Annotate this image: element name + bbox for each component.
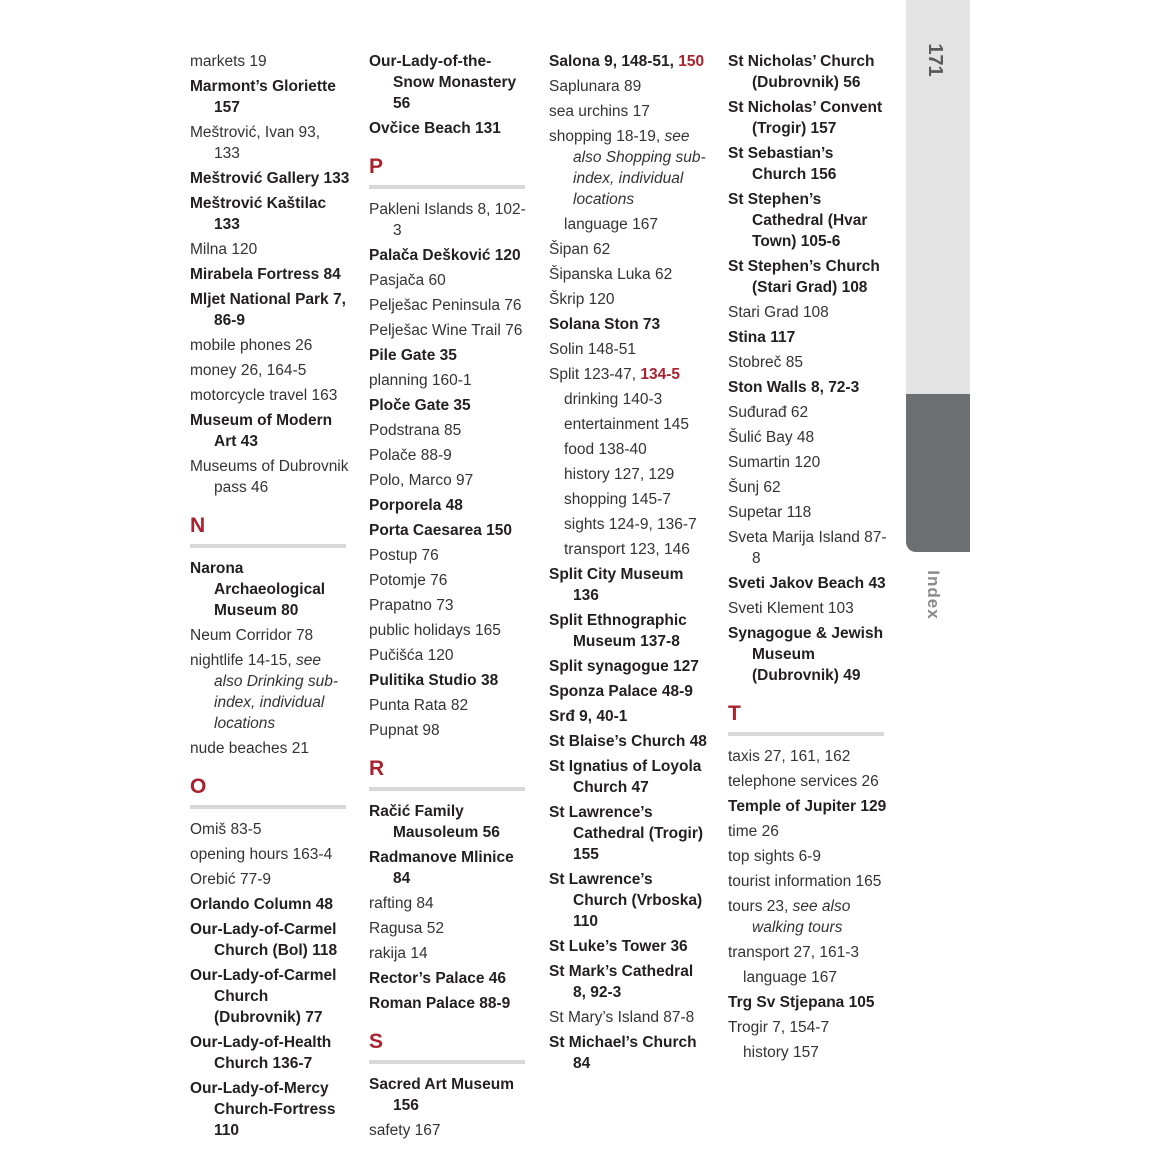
index-entry [369, 51, 529, 114]
index-entry [549, 76, 709, 97]
entry-text: Neum Corridor 78 [190, 627, 314, 644]
entry-text: Sumartin 120 [728, 454, 821, 471]
index-entry [369, 545, 529, 566]
entry-text: language 167 [564, 216, 658, 233]
index-letter-heading: P [369, 155, 525, 189]
index-entry [728, 896, 888, 938]
index-subentry [549, 489, 709, 510]
index-entry [728, 143, 888, 185]
index-entry [728, 452, 888, 473]
entry-text: Pelješac Peninsula 76 [369, 297, 522, 314]
entry-text: Ploče Gate 35 [369, 397, 471, 414]
entry-text: taxis 27, 161, 162 [728, 748, 851, 765]
index-entry [728, 527, 888, 569]
entry-text: Porporela 48 [369, 497, 463, 514]
entry-text: Stina 117 [728, 329, 796, 346]
index-entry [549, 681, 709, 702]
entry-text: rakija 14 [369, 945, 428, 962]
entry-text: Our-Lady-of-Carmel Church (Bol) 118 [190, 921, 338, 959]
index-entry [190, 289, 350, 331]
cross-reference: see also walking tours [752, 898, 851, 936]
cross-reference: see also Drinking sub-index, individual locations [214, 652, 339, 732]
index-entry [728, 327, 888, 348]
index-entry [190, 738, 350, 759]
entry-text: drinking 140-3 [564, 391, 663, 408]
index-entry [728, 97, 888, 139]
entry-text: Sveti Jakov Beach 43 [728, 575, 886, 592]
entry-text: Škrip 120 [549, 291, 615, 308]
index-subentry [549, 414, 709, 435]
index-entry [549, 126, 709, 210]
index-entry [728, 796, 888, 817]
entry-text: sights 124-9, 136-7 [564, 516, 697, 533]
index-entry [369, 495, 529, 516]
index-entry [728, 502, 888, 523]
entry-text: transport 27, 161-3 [728, 944, 859, 961]
entry-text: St Michael’s Church 84 [549, 1034, 697, 1072]
entry-text: Split Ethnographic Museum 137-8 [549, 612, 687, 650]
entry-text: Suđurađ 62 [728, 404, 809, 421]
entry-text: Sveta Marija Island 87-8 [728, 529, 887, 567]
entry-text: Meštrović Kaštilac 133 [190, 195, 327, 233]
index-subentry [549, 464, 709, 485]
index-entry [549, 51, 709, 72]
entry-text: Synagogue & Jewish Museum (Dubrovnik) 49 [728, 625, 884, 684]
index-entry [728, 352, 888, 373]
index-entry [190, 965, 350, 1028]
index-entry [549, 610, 709, 652]
index-entry [369, 645, 529, 666]
entry-text: Our-Lady-of-Mercy Church-Fortress 110 [190, 1080, 336, 1139]
entry-text: Postup 76 [369, 547, 439, 564]
index-entry [190, 919, 350, 961]
index-entry [549, 731, 709, 752]
entry-text: Sponza Palace 48-9 [549, 683, 693, 700]
entry-text: Supetar 118 [728, 504, 812, 521]
entry-text: markets 19 [190, 53, 267, 70]
entry-text: St Stephen’s Cathedral (Hvar Town) 105-6 [728, 191, 868, 250]
entry-text: Marmont’s Gloriette 157 [190, 78, 336, 116]
entry-text: rafting 84 [369, 895, 434, 912]
map-page-reference: 150 [678, 53, 705, 70]
entry-text: St Lawrence’s Church (Vrboska) 110 [549, 871, 703, 930]
index-entry [190, 385, 350, 406]
entry-text: mobile phones 26 [190, 337, 313, 354]
entry-text: St Ignatius of Loyola Church 47 [549, 758, 702, 796]
index-letter-heading: S [369, 1030, 525, 1064]
index-entry [728, 573, 888, 594]
entry-text: Potomje 76 [369, 572, 448, 589]
entry-text: Salona 9, 148-51, [549, 53, 679, 70]
index-column-2 [369, 51, 529, 1145]
index-entry [190, 844, 350, 865]
index-entry [369, 370, 529, 391]
entry-text: St Blaise’s Church 48 [549, 733, 707, 750]
index-entry [369, 595, 529, 616]
entry-text: Pulitika Studio 38 [369, 672, 499, 689]
entry-text: Ston Walls 8, 72-3 [728, 379, 860, 396]
entry-text: entertainment 145 [564, 416, 689, 433]
entry-text: Stobreč 85 [728, 354, 803, 371]
index-entry [369, 199, 529, 241]
entry-text: motorcycle travel 163 [190, 387, 338, 404]
entry-text: Saplunara 89 [549, 78, 642, 95]
entry-text: transport 123, 146 [564, 541, 690, 558]
index-subentry [549, 539, 709, 560]
index-entry [369, 395, 529, 416]
index-entry [190, 193, 350, 235]
index-entry [549, 264, 709, 285]
section-tab-label: Index [924, 570, 943, 620]
index-entry [190, 625, 350, 646]
entry-text: Split City Museum 136 [549, 566, 684, 604]
entry-text: Polače 88-9 [369, 447, 452, 464]
index-entry [369, 420, 529, 441]
index-entry [728, 377, 888, 398]
index-entry [549, 564, 709, 606]
entry-text: shopping 18-19, [549, 128, 665, 145]
entry-text: Ovčice Beach 131 [369, 120, 501, 137]
entry-text: Pupnat 98 [369, 722, 440, 739]
entry-text: Museum of Modern Art 43 [190, 412, 333, 450]
index-entry [549, 961, 709, 1003]
entry-text: Trg Sv Stjepana 105 [728, 994, 875, 1011]
index-entry [728, 598, 888, 619]
index-entry [728, 189, 888, 252]
entry-text: Pakleni Islands 8, 102-3 [369, 201, 526, 239]
index-entry [369, 118, 529, 139]
entry-text: shopping 145-7 [564, 491, 671, 508]
index-letter-heading: N [190, 514, 346, 548]
index-letter-heading: T [728, 702, 884, 736]
index-entry [549, 869, 709, 932]
index-entry [369, 893, 529, 914]
entry-text: Podstrana 85 [369, 422, 462, 439]
index-entry [369, 345, 529, 366]
index-subentry [549, 389, 709, 410]
index-entry [369, 520, 529, 541]
entry-text: St Sebastian’s Church 156 [728, 145, 837, 183]
index-entry [369, 570, 529, 591]
entry-text: Porta Caesarea 150 [369, 522, 513, 539]
index-entry [369, 943, 529, 964]
index-entry [728, 51, 888, 93]
index-entry [369, 245, 529, 266]
index-entry [190, 819, 350, 840]
index-entry [369, 620, 529, 641]
index-entry [190, 894, 350, 915]
index-entry [190, 51, 350, 72]
index-entry [549, 756, 709, 798]
index-entry [369, 670, 529, 691]
index-entry [190, 360, 350, 381]
index-entry [190, 1032, 350, 1074]
index-entry [369, 968, 529, 989]
index-entry [549, 802, 709, 865]
entry-text: Pile Gate 35 [369, 347, 457, 364]
entry-text: Roman Palace 88-9 [369, 995, 511, 1012]
index-column-4 [728, 51, 888, 1067]
index-entry [549, 101, 709, 122]
index-entry [190, 335, 350, 356]
entry-text: Our-Lady-of-Health Church 136-7 [190, 1034, 332, 1072]
entry-text: Museums of Dubrovnik pass 46 [190, 458, 349, 496]
entry-text: Our-Lady-of-the-Snow Monastery 56 [369, 53, 517, 112]
index-entry [190, 456, 350, 498]
entry-text: St Lawrence’s Cathedral (Trogir) 155 [549, 804, 704, 863]
entry-text: Meštrović Gallery 133 [190, 170, 350, 187]
cross-reference: see also Shopping sub-index, individual locations [573, 128, 706, 208]
index-entry [549, 239, 709, 260]
index-entry [728, 746, 888, 767]
entry-text: sea urchins 17 [549, 103, 650, 120]
entry-text: Split synagogue 127 [549, 658, 699, 675]
entry-text: St Stephen’s Church (Stari Grad) 108 [728, 258, 880, 296]
entry-text: Pelješac Wine Trail 76 [369, 322, 523, 339]
entry-text: St Mark’s Cathedral 8, 92-3 [549, 963, 694, 1001]
entry-text: history 157 [743, 1044, 819, 1061]
entry-text: Šipanska Luka 62 [549, 266, 673, 283]
index-entry [190, 76, 350, 118]
entry-text: St Nicholas’ Church (Dubrovnik) 56 [728, 53, 875, 91]
entry-text: Solin 148-51 [549, 341, 637, 358]
page-number: 171 [924, 43, 946, 77]
index-entry [728, 871, 888, 892]
entry-text: Our-Lady-of-Carmel Church (Dubrovnik) 77 [190, 967, 337, 1026]
entry-text: Punta Rata 82 [369, 697, 469, 714]
index-entry [190, 122, 350, 164]
side-tab-dark [906, 394, 970, 552]
entry-text: food 138-40 [564, 441, 647, 458]
index-entry [369, 993, 529, 1014]
index-entry [369, 320, 529, 341]
index-entry [549, 364, 709, 385]
entry-text: Sveti Klement 103 [728, 600, 854, 617]
entry-text: Mirabela Fortress 84 [190, 266, 341, 283]
index-entry [728, 302, 888, 323]
index-entry [728, 427, 888, 448]
entry-text: time 26 [728, 823, 779, 840]
index-entry [728, 402, 888, 423]
index-entry [549, 339, 709, 360]
index-entry [728, 771, 888, 792]
index-subentry [728, 967, 888, 988]
entry-text: nude beaches 21 [190, 740, 309, 757]
entry-text: Orebić 77-9 [190, 871, 271, 888]
index-entry [728, 477, 888, 498]
entry-text: Trogir 7, 154-7 [728, 1019, 830, 1036]
entry-text: planning 160-1 [369, 372, 472, 389]
index-entry [549, 936, 709, 957]
index-entry [369, 720, 529, 741]
entry-text: St Nicholas’ Convent (Trogir) 157 [728, 99, 883, 137]
entry-text: safety 167 [369, 1122, 441, 1139]
entry-text: Prapatno 73 [369, 597, 454, 614]
entry-text: language 167 [743, 969, 837, 986]
entry-text: opening hours 163-4 [190, 846, 333, 863]
entry-text: Šunj 62 [728, 479, 781, 496]
entry-text: Solana Ston 73 [549, 316, 661, 333]
index-entry [369, 695, 529, 716]
index-entry [728, 992, 888, 1013]
index-column-1 [190, 51, 350, 1145]
index-entry [728, 846, 888, 867]
index-entry [369, 847, 529, 889]
index-entry [369, 1120, 529, 1141]
entry-text: Ragusa 52 [369, 920, 444, 937]
entry-text: Srđ 9, 40-1 [549, 708, 628, 725]
index-entry [728, 623, 888, 686]
index-entry [190, 410, 350, 452]
index-entry [728, 942, 888, 963]
index-column-3 [549, 51, 709, 1078]
entry-text: tours 23, [728, 898, 793, 915]
index-entry [549, 1032, 709, 1074]
index-entry [190, 869, 350, 890]
entry-text: Palača Dešković 120 [369, 247, 521, 264]
entry-text: Mljet National Park 7, 86-9 [190, 291, 346, 329]
entry-text: Radmanove Mlinice 84 [369, 849, 514, 887]
entry-text: Pučišća 120 [369, 647, 454, 664]
index-entry [190, 264, 350, 285]
entry-text: Pasjača 60 [369, 272, 446, 289]
index-entry [369, 801, 529, 843]
index-entry [728, 1017, 888, 1038]
index-entry [549, 656, 709, 677]
index-entry [369, 470, 529, 491]
entry-text: Milna 120 [190, 241, 258, 258]
index-entry [190, 558, 350, 621]
entry-text: Šipan 62 [549, 241, 611, 258]
entry-text: top sights 6-9 [728, 848, 822, 865]
index-entry [728, 821, 888, 842]
index-entry [190, 1078, 350, 1141]
index-entry [369, 918, 529, 939]
entry-text: Račić Family Mausoleum 56 [369, 803, 500, 841]
index-entry [369, 445, 529, 466]
entry-text: Orlando Column 48 [190, 896, 333, 913]
index-entry [549, 289, 709, 310]
entry-text: nightlife 14-15, [190, 652, 296, 669]
entry-text: tourist information 165 [728, 873, 882, 890]
entry-text: Split 123-47, [549, 366, 641, 383]
entry-text: public holidays 165 [369, 622, 501, 639]
index-entry [549, 314, 709, 335]
index-subentry [549, 439, 709, 460]
index-letter-heading: O [190, 775, 346, 809]
entry-text: St Luke’s Tower 36 [549, 938, 688, 955]
index-entry [369, 270, 529, 291]
index-entry [549, 1007, 709, 1028]
entry-text: telephone services 26 [728, 773, 879, 790]
entry-text: money 26, 164-5 [190, 362, 307, 379]
entry-text: St Mary’s Island 87-8 [549, 1009, 695, 1026]
entry-text: history 127, 129 [564, 466, 675, 483]
entry-text: Rector’s Palace 46 [369, 970, 507, 987]
entry-text: Šulić Bay 48 [728, 429, 815, 446]
index-entry [549, 706, 709, 727]
index-subentry [549, 514, 709, 535]
index-subentry [549, 214, 709, 235]
entry-text: Stari Grad 108 [728, 304, 829, 321]
index-entry [190, 650, 350, 734]
entry-text: Meštrović, Ivan 93, 133 [190, 124, 321, 162]
index-entry [190, 239, 350, 260]
index-letter-heading: R [369, 757, 525, 791]
index-entry [369, 1074, 529, 1116]
index-subentry [728, 1042, 888, 1063]
entry-text: Polo, Marco 97 [369, 472, 474, 489]
entry-text: Temple of Jupiter 129 [728, 798, 887, 815]
index-entry [728, 256, 888, 298]
entry-text: Sacred Art Museum 156 [369, 1076, 514, 1114]
index-entry [369, 295, 529, 316]
entry-text: Omiš 83-5 [190, 821, 262, 838]
map-page-reference: 134-5 [640, 366, 680, 383]
entry-text: Narona Archaeological Museum 80 [190, 560, 326, 619]
index-entry [190, 168, 350, 189]
